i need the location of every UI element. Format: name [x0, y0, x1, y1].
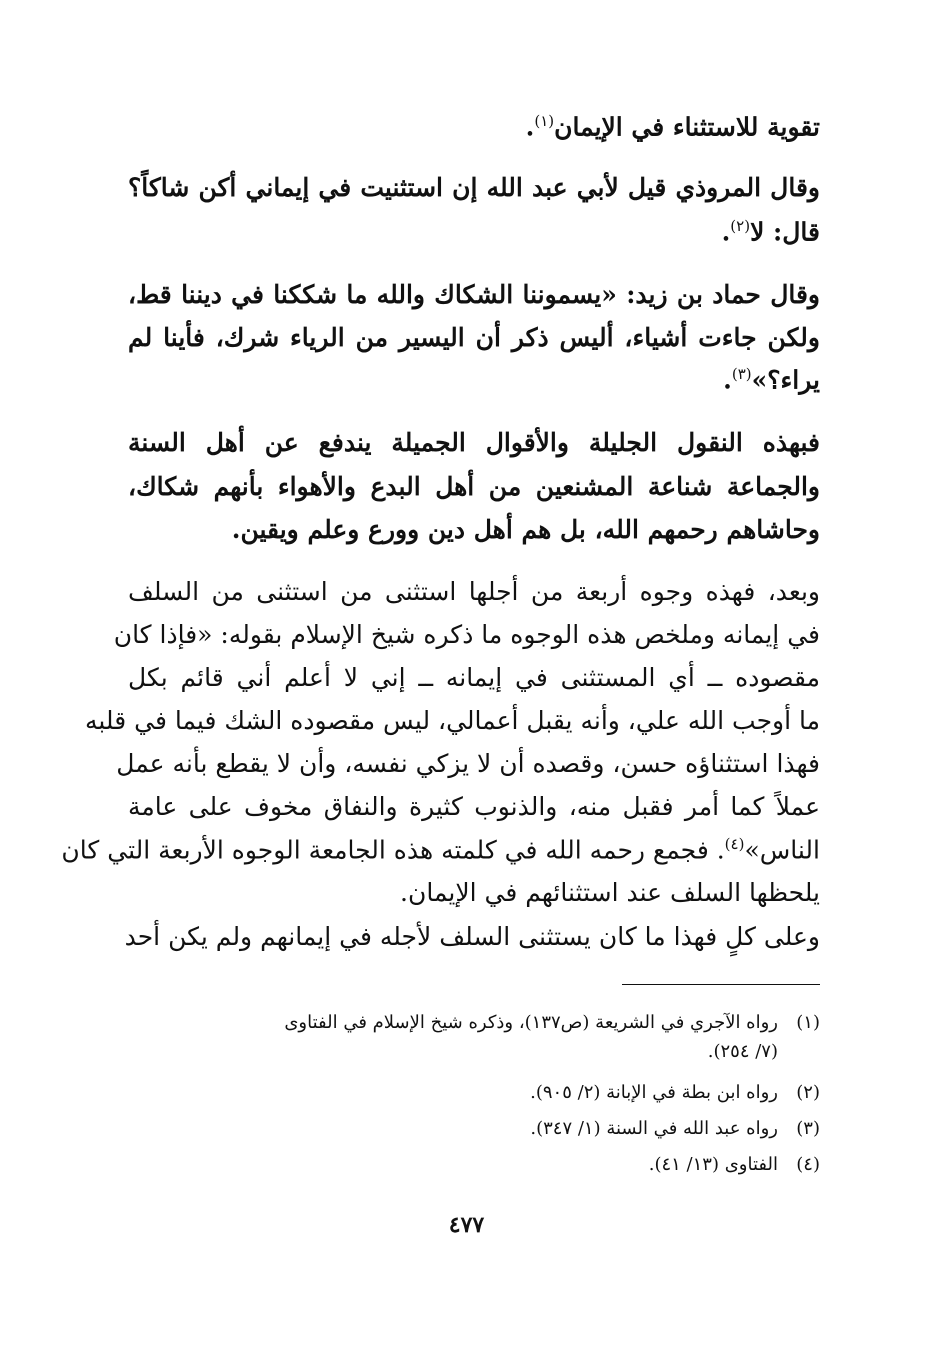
footnote-number: (٣): [796, 1118, 820, 1139]
paragraph-3-line-3: يراء؟»$^{(٣)}$.: [723, 365, 820, 395]
paragraph-2-line-2: قال: لا$^{(٢)}$.: [721, 217, 820, 247]
paragraph-5-line-6: عملاً كما أمر فقبل منه، والذنوب كثيرة والنفاق مخوف على عامة: [128, 792, 820, 821]
paragraph-5-line-8: يلحظها السلف عند استثنائهم في الإيمان.: [400, 878, 820, 907]
paragraph-3-line-2: ولكن جاءت أشياء، أليس ذكر أن اليسير من الرياء شرك، فأينا لم: [128, 323, 820, 352]
footnote-2: (٢)رواه ابن بطة في الإبانة (٢/ ٩٠٥).: [530, 1082, 820, 1103]
paragraph-3-line-1: وقال حماد بن زيد: «يسموننا الشكاك والله ما شككنا في ديننا قط،: [128, 280, 820, 309]
paragraph-5-line-3: مقصوده ــ أي المستثنى في إيمانه ــ إني لا أعلم أني قائم بكل: [128, 663, 820, 692]
footnote-3: (٣)رواه عبد الله في السنة (١/ ٣٤٧).: [530, 1118, 820, 1139]
paragraph-4-line-3: وحاشاهم رحمهم الله، بل هم أهل دين وورع وعلم ويقين.: [231, 515, 820, 544]
paragraph-5-line-4: ما أوجب الله علي، وأنه يقبل أعمالي، ليس مقصوده الشك فيما في قلبه: [84, 706, 820, 735]
footnote-number: (١): [796, 1012, 820, 1033]
paragraph-2-line-1: وقال المروذي قيل لأبي عبد الله إن استثنيت في إيماني أكن شاكاً؟: [128, 173, 820, 202]
footnote-number: (٢): [796, 1082, 820, 1103]
paragraph-5-line-7: الناس»$^{(٤)}$. فجمع رحمه الله في كلمته هذه الجامعة الوجوه الأربعة التي كان: [61, 835, 820, 865]
paragraph-4-line-1: فبهذه النقول الجليلة والأقوال الجميلة يندفع عن أهل السنة: [128, 428, 820, 457]
page-number: ٤٧٧: [448, 1212, 485, 1238]
footnote-ref-4[interactable]: (٤): [724, 835, 745, 853]
paragraph-5-line-2: في إيمانه وملخص هذه الوجوه ما ذكره شيخ الإسلام بقوله: «فإذا كان: [113, 620, 820, 649]
footnote-separator: [622, 984, 820, 985]
footnote-number: (٤): [796, 1154, 820, 1175]
footnote-ref-3[interactable]: (٣): [731, 365, 752, 383]
paragraph-5-line-5: فهذا استثناؤه حسن، وقصده أن لا يزكي نفسه، وأن لا يقطع بأنه عمل: [116, 749, 820, 778]
footnote-1: (١)رواه الآجري في الشريعة (ص١٣٧)، وذكره شيخ الإسلام في الفتاوى (٧/ ٢٥٤).: [284, 1012, 820, 1062]
paragraph-4-line-2: والجماعة شناعة المشنعين من أهل البدع والأهواء بأنهم شكاك،: [128, 472, 820, 501]
footnote-ref-1[interactable]: (١): [534, 112, 555, 130]
paragraph-1: تقوية للاستثناء في الإيمان$^{(١)}$.: [525, 112, 820, 142]
paragraph-6-line-1: وعلى كلٍ فهذا ما كان يستثنى السلف لأجله في إيمانهم ولم يكن أحد: [124, 922, 820, 951]
footnote-4: (٤)الفتاوى (١٣/ ٤١).: [648, 1154, 820, 1175]
paragraph-5-line-1: وبعد، فهذه وجوه أربعة من أجلها استثنى من استثنى من السلف: [128, 577, 820, 606]
footnote-ref-2[interactable]: (٢): [730, 217, 751, 235]
